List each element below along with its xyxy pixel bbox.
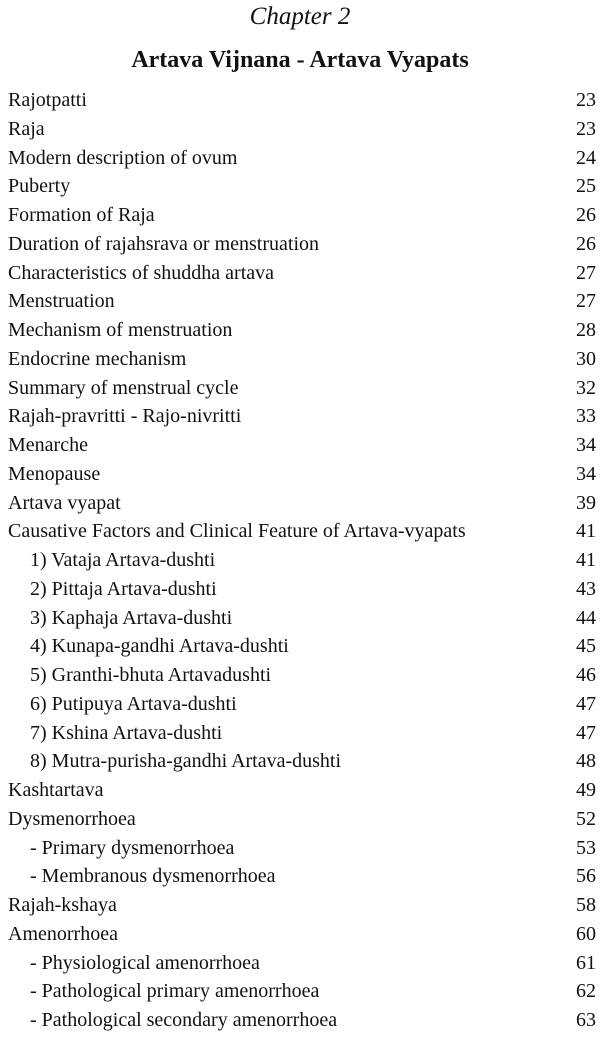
toc-entry-label: 4) Kunapa-gandhi Artava-dushti (30, 635, 289, 658)
toc-entry-label: Duration of rajahsrava or menstruation (8, 232, 320, 255)
toc-entry-label: Characteristics of shuddha artava (8, 261, 275, 284)
toc-entry-page-number: 33 (576, 405, 596, 428)
toc-entry (0, 949, 600, 978)
toc-entry-page-number: 52 (576, 807, 596, 830)
toc-entry-page-number: 26 (576, 232, 596, 255)
toc-entry-page-number: 41 (576, 549, 596, 571)
toc-entry-page-number: 30 (576, 347, 596, 370)
toc-entry-label: Rajotpatti (8, 89, 87, 111)
toc-entry-label: - Pathological secondary amenorrhoea (30, 1009, 338, 1031)
toc-entry (0, 345, 600, 374)
toc-entry (0, 834, 600, 863)
toc-entry-page-number: 23 (576, 89, 596, 111)
toc-entry-page-number: 26 (576, 204, 596, 226)
toc-entry (0, 546, 600, 575)
toc-entry (0, 747, 600, 776)
toc-entry-page-number: 27 (576, 261, 596, 284)
toc-entry (0, 489, 600, 518)
toc-entry-label: Rajah-kshaya (8, 894, 117, 916)
toc-entry-label: - Primary dysmenorrhoea (30, 836, 235, 859)
toc-entry-page-number: 49 (576, 779, 596, 801)
toc-entry-page-number: 28 (576, 319, 596, 341)
toc-entry-label: Rajah-pravritti - Rajo-nivritti (8, 405, 242, 428)
toc-entry-label: Menstruation (8, 290, 115, 313)
toc-entry-label: - Physiological amenorrhoea (30, 951, 260, 974)
toc-entry (0, 1006, 600, 1035)
toc-entry-label: - Membranous dysmenorrhoea (30, 865, 276, 888)
toc-entry-page-number: 34 (576, 434, 596, 456)
toc-entry (0, 776, 600, 805)
toc-entry-label: 5) Granthi-bhuta Artavadushti (30, 664, 272, 686)
toc-entry (0, 402, 600, 431)
toc-entry-label: Dysmenorrhoea (8, 807, 136, 830)
toc-entry-page-number: 62 (576, 980, 596, 1003)
toc-entry (0, 862, 600, 891)
toc-entry-label: Puberty (8, 175, 71, 198)
toc-entry-page-number: 63 (576, 1009, 596, 1031)
toc-entry-page-number: 41 (576, 520, 596, 543)
toc-entry-label: Formation of Raja (8, 204, 155, 226)
toc-entry-page-number: 39 (576, 491, 596, 514)
toc-entry (0, 431, 600, 460)
toc-entry (0, 86, 600, 115)
toc-entry (0, 144, 600, 173)
table-of-contents (0, 86, 600, 1035)
toc-entry (0, 719, 600, 748)
toc-entry-label: 7) Kshina Artava-dushti (30, 721, 223, 744)
toc-entry-label: Modern description of ovum (8, 146, 238, 169)
toc-entry-page-number: 24 (576, 146, 596, 169)
toc-entry-label: Endocrine mechanism (8, 347, 187, 370)
toc-entry-page-number: 53 (576, 836, 596, 859)
toc-entry (0, 259, 600, 288)
toc-entry (0, 316, 600, 345)
toc-entry-page-number: 25 (576, 175, 596, 198)
toc-entry-page-number: 56 (576, 865, 596, 888)
toc-entry-page-number: 46 (576, 664, 596, 686)
toc-entry-page-number: 61 (576, 951, 596, 974)
toc-entry-page-number: 32 (576, 376, 596, 399)
toc-entry (0, 287, 600, 316)
toc-entry-label: Amenorrhoea (8, 922, 118, 945)
toc-entry-label: 2) Pittaja Artava-dushti (30, 577, 217, 600)
toc-entry (0, 460, 600, 489)
toc-entry-page-number: 23 (576, 117, 596, 140)
toc-entry (0, 977, 600, 1006)
toc-entry-page-number: 47 (576, 692, 596, 715)
toc-entry-page-number: 47 (576, 721, 596, 744)
toc-entry-label: 1) Vataja Artava-dushti (30, 549, 216, 571)
toc-entry (0, 690, 600, 719)
toc-entry (0, 805, 600, 834)
toc-entry-label: Menopause (8, 462, 101, 485)
toc-entry-page-number: 45 (576, 635, 596, 658)
toc-entry-label: 6) Putipuya Artava-dushti (30, 692, 237, 715)
toc-entry-page-number: 43 (576, 577, 596, 600)
toc-entry (0, 517, 600, 546)
toc-entry (0, 115, 600, 144)
toc-entry (0, 661, 600, 690)
toc-entry-label: Artava vyapat (8, 491, 121, 514)
toc-entry-label: 3) Kaphaja Artava-dushti (30, 606, 233, 629)
toc-entry (0, 891, 600, 920)
toc-entry-page-number: 58 (576, 894, 596, 916)
toc-entry (0, 575, 600, 604)
toc-entry (0, 632, 600, 661)
toc-entry (0, 230, 600, 259)
toc-entry-label: 8) Mutra-purisha-gandhi Artava-dushti (30, 750, 342, 773)
toc-entry-label: Kashtartava (8, 779, 104, 801)
toc-entry (0, 920, 600, 949)
toc-entry-label: Raja (8, 117, 45, 140)
toc-entry-page-number: 60 (576, 922, 596, 945)
toc-entry-label: Menarche (8, 434, 88, 456)
toc-entry (0, 201, 600, 230)
chapter-title: Artava Vijnana - Artava Vyapats (131, 47, 469, 73)
toc-entry-page-number: 48 (576, 750, 596, 773)
toc-entry-label: Mechanism of menstruation (8, 319, 233, 341)
toc-entry (0, 374, 600, 403)
toc-entry-page-number: 27 (576, 290, 596, 313)
toc-entry-page-number: 44 (576, 606, 596, 629)
toc-entry-label: Causative Factors and Clinical Feature of Artava-vyapats (8, 520, 466, 543)
toc-entry (0, 604, 600, 633)
chapter-heading: Chapter 2 (249, 3, 351, 30)
toc-entry (0, 172, 600, 201)
toc-entry-label: - Pathological primary amenorrhoea (30, 980, 320, 1003)
toc-entry-page-number: 34 (576, 462, 596, 485)
toc-entry-label: Summary of menstrual cycle (8, 376, 239, 399)
